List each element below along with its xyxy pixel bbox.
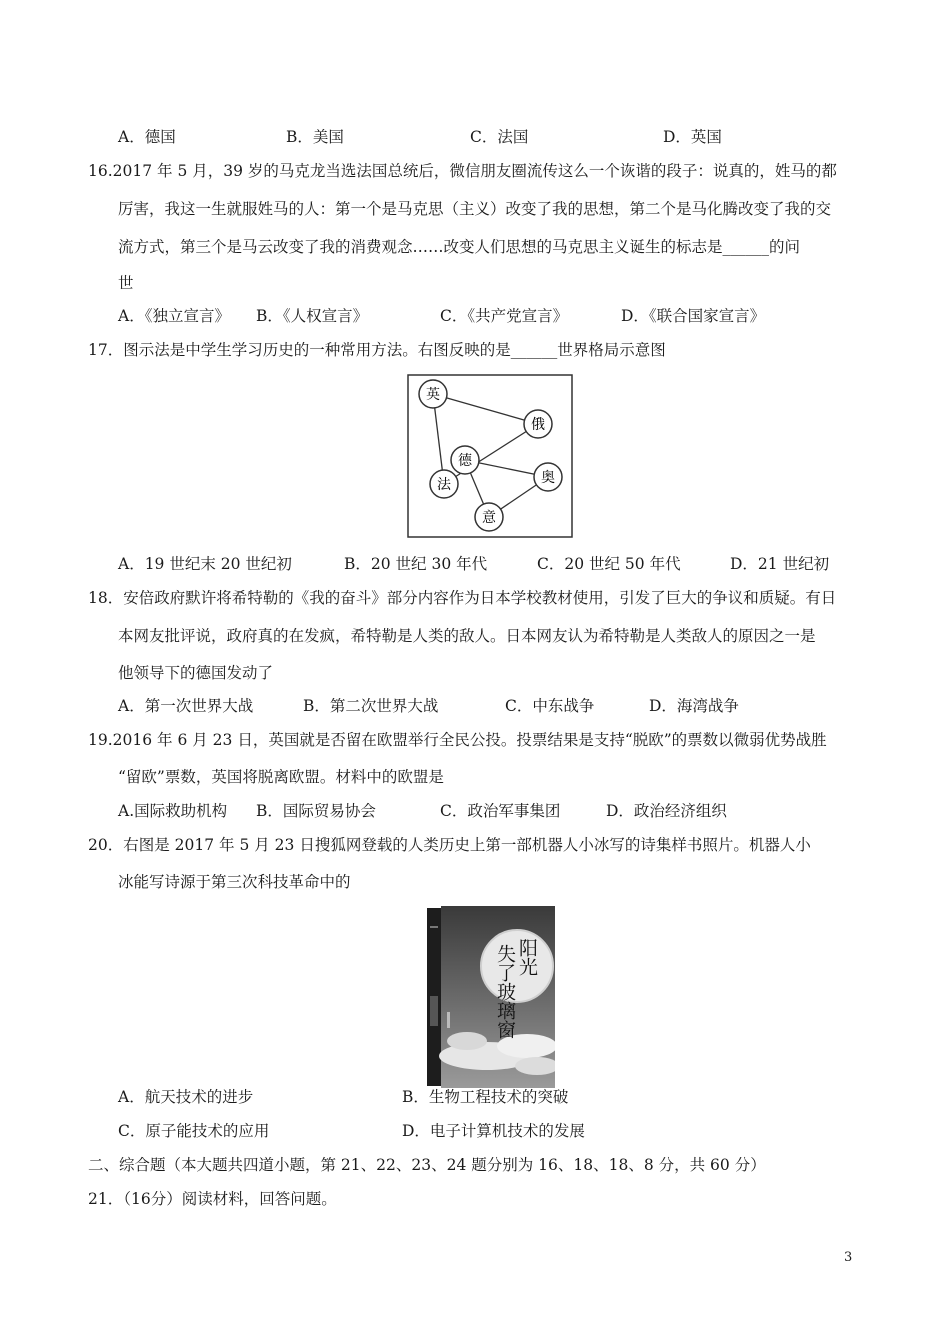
q20-option-c: C．原子能技术的应用 — [118, 1122, 270, 1140]
q18-line-3: 他领导下的德国发动了 — [118, 664, 274, 682]
q16-line-2: 厉害，我这一生就服姓马的人：第一个是马克思（主义）改变了我的思想，第二个是马化腾改变了我的交 — [118, 200, 832, 218]
label-de: 德 — [458, 453, 472, 469]
poetry-book-photo — [427, 906, 555, 1088]
page-number: 3 — [844, 1250, 853, 1265]
q15-option-c: C．法国 — [470, 128, 529, 146]
q16-line-4: 世 — [118, 274, 134, 292]
q18-option-c: C．中东战争 — [505, 697, 595, 715]
label-fa: 法 — [437, 477, 451, 493]
q15-option-d: D．英国 — [663, 128, 722, 146]
label-yi: 意 — [482, 510, 496, 526]
q19-option-b: B．国际贸易协会 — [256, 802, 376, 820]
q16-option-b: B．《人权宣言》 — [256, 307, 369, 325]
q20-option-d: D．电子计算机技术的发展 — [402, 1122, 585, 1140]
label-e: 俄 — [531, 417, 545, 433]
q18-line-1: 18．安倍政府默许将希特勒的《我的奋斗》部分内容作为日本学校教材使用，引发了巨大的争议和质疑。有日 — [88, 589, 837, 607]
q16-option-a: A．《独立宣言》 — [118, 307, 230, 325]
q19-line-2: “留欧”票数，英国将脱离欧盟。材料中的欧盟是 — [118, 768, 444, 786]
q18-option-d: D．海湾战争 — [649, 697, 739, 715]
q20-option-b: B．生物工程技术的突破 — [402, 1088, 569, 1106]
q20-line-1: 20．右图是 2017 年 5 月 23 日搜狐网登载的人类历史上第一部机器人小冰写的诗集样书照片。机器人小 — [88, 836, 811, 854]
q20-line-2: 冰能写诗源于第三次科技革命中的 — [118, 873, 351, 891]
q16-line-1: 16.2017 年 5 月，39 岁的马克龙当选法国总统后，微信朋友圈流传这么一个诙谐的段子：说真的，姓马的都 — [88, 162, 837, 180]
q19-option-c: C．政治军事集团 — [440, 802, 561, 820]
section-2-heading: 二、综合题（本大题共四道小题，第 21、22、23、24 题分别为 16、18、18、8 分，共 60 分） — [88, 1156, 766, 1174]
q15-option-b: B．美国 — [286, 128, 344, 146]
label-ying: 英 — [426, 387, 440, 403]
world-pattern-diagram — [407, 374, 573, 538]
q19-line-1: 19.2016 年 6 月 23 日，英国就是否留在欧盟举行全民公投。投票结果是支持“脱欧”的票数以微弱优势战胜 — [88, 731, 827, 749]
q21-heading: 21．（16分）阅读材料，回答问题。 — [88, 1190, 337, 1208]
label-ao: 奥 — [541, 470, 555, 486]
q17-line-1: 17．图示法是中学生学习历史的一种常用方法。右图反映的是______世界格局示意图 — [88, 341, 666, 359]
q18-option-a: A．第一次世界大战 — [118, 697, 254, 715]
q20-option-a: A．航天技术的进步 — [118, 1088, 254, 1106]
q18-option-b: B．第二次世界大战 — [303, 697, 439, 715]
q18-line-2: 本网友批评说，政府真的在发疯，希特勒是人类的敌人。日本网友认为希特勒是人类敌人的原因之一是 — [118, 627, 816, 645]
book-title-col1: 阳光 — [516, 938, 538, 976]
q17-option-a: A．19 世纪末 20 世纪初 — [118, 555, 292, 573]
q17-option-b: B．20 世纪 30 年代 — [344, 555, 488, 573]
q17-option-d: D．21 世纪初 — [730, 555, 830, 573]
q19-option-a: A.国际救助机构 — [118, 802, 228, 820]
q16-option-c: C．《共产党宣言》 — [440, 307, 569, 325]
q16-line-3: 流方式，第三个是马云改变了我的消费观念……改变人们思想的马克思主义诞生的标志是______的问 — [118, 238, 801, 256]
q16-option-d: D．《联合国家宣言》 — [621, 307, 766, 325]
q15-option-a: A．德国 — [118, 128, 176, 146]
q17-option-c: C．20 世纪 50 年代 — [537, 555, 681, 573]
book-title-col2: 失了玻璃窗 — [494, 944, 516, 1039]
q19-option-d: D．政治经济组织 — [606, 802, 727, 820]
